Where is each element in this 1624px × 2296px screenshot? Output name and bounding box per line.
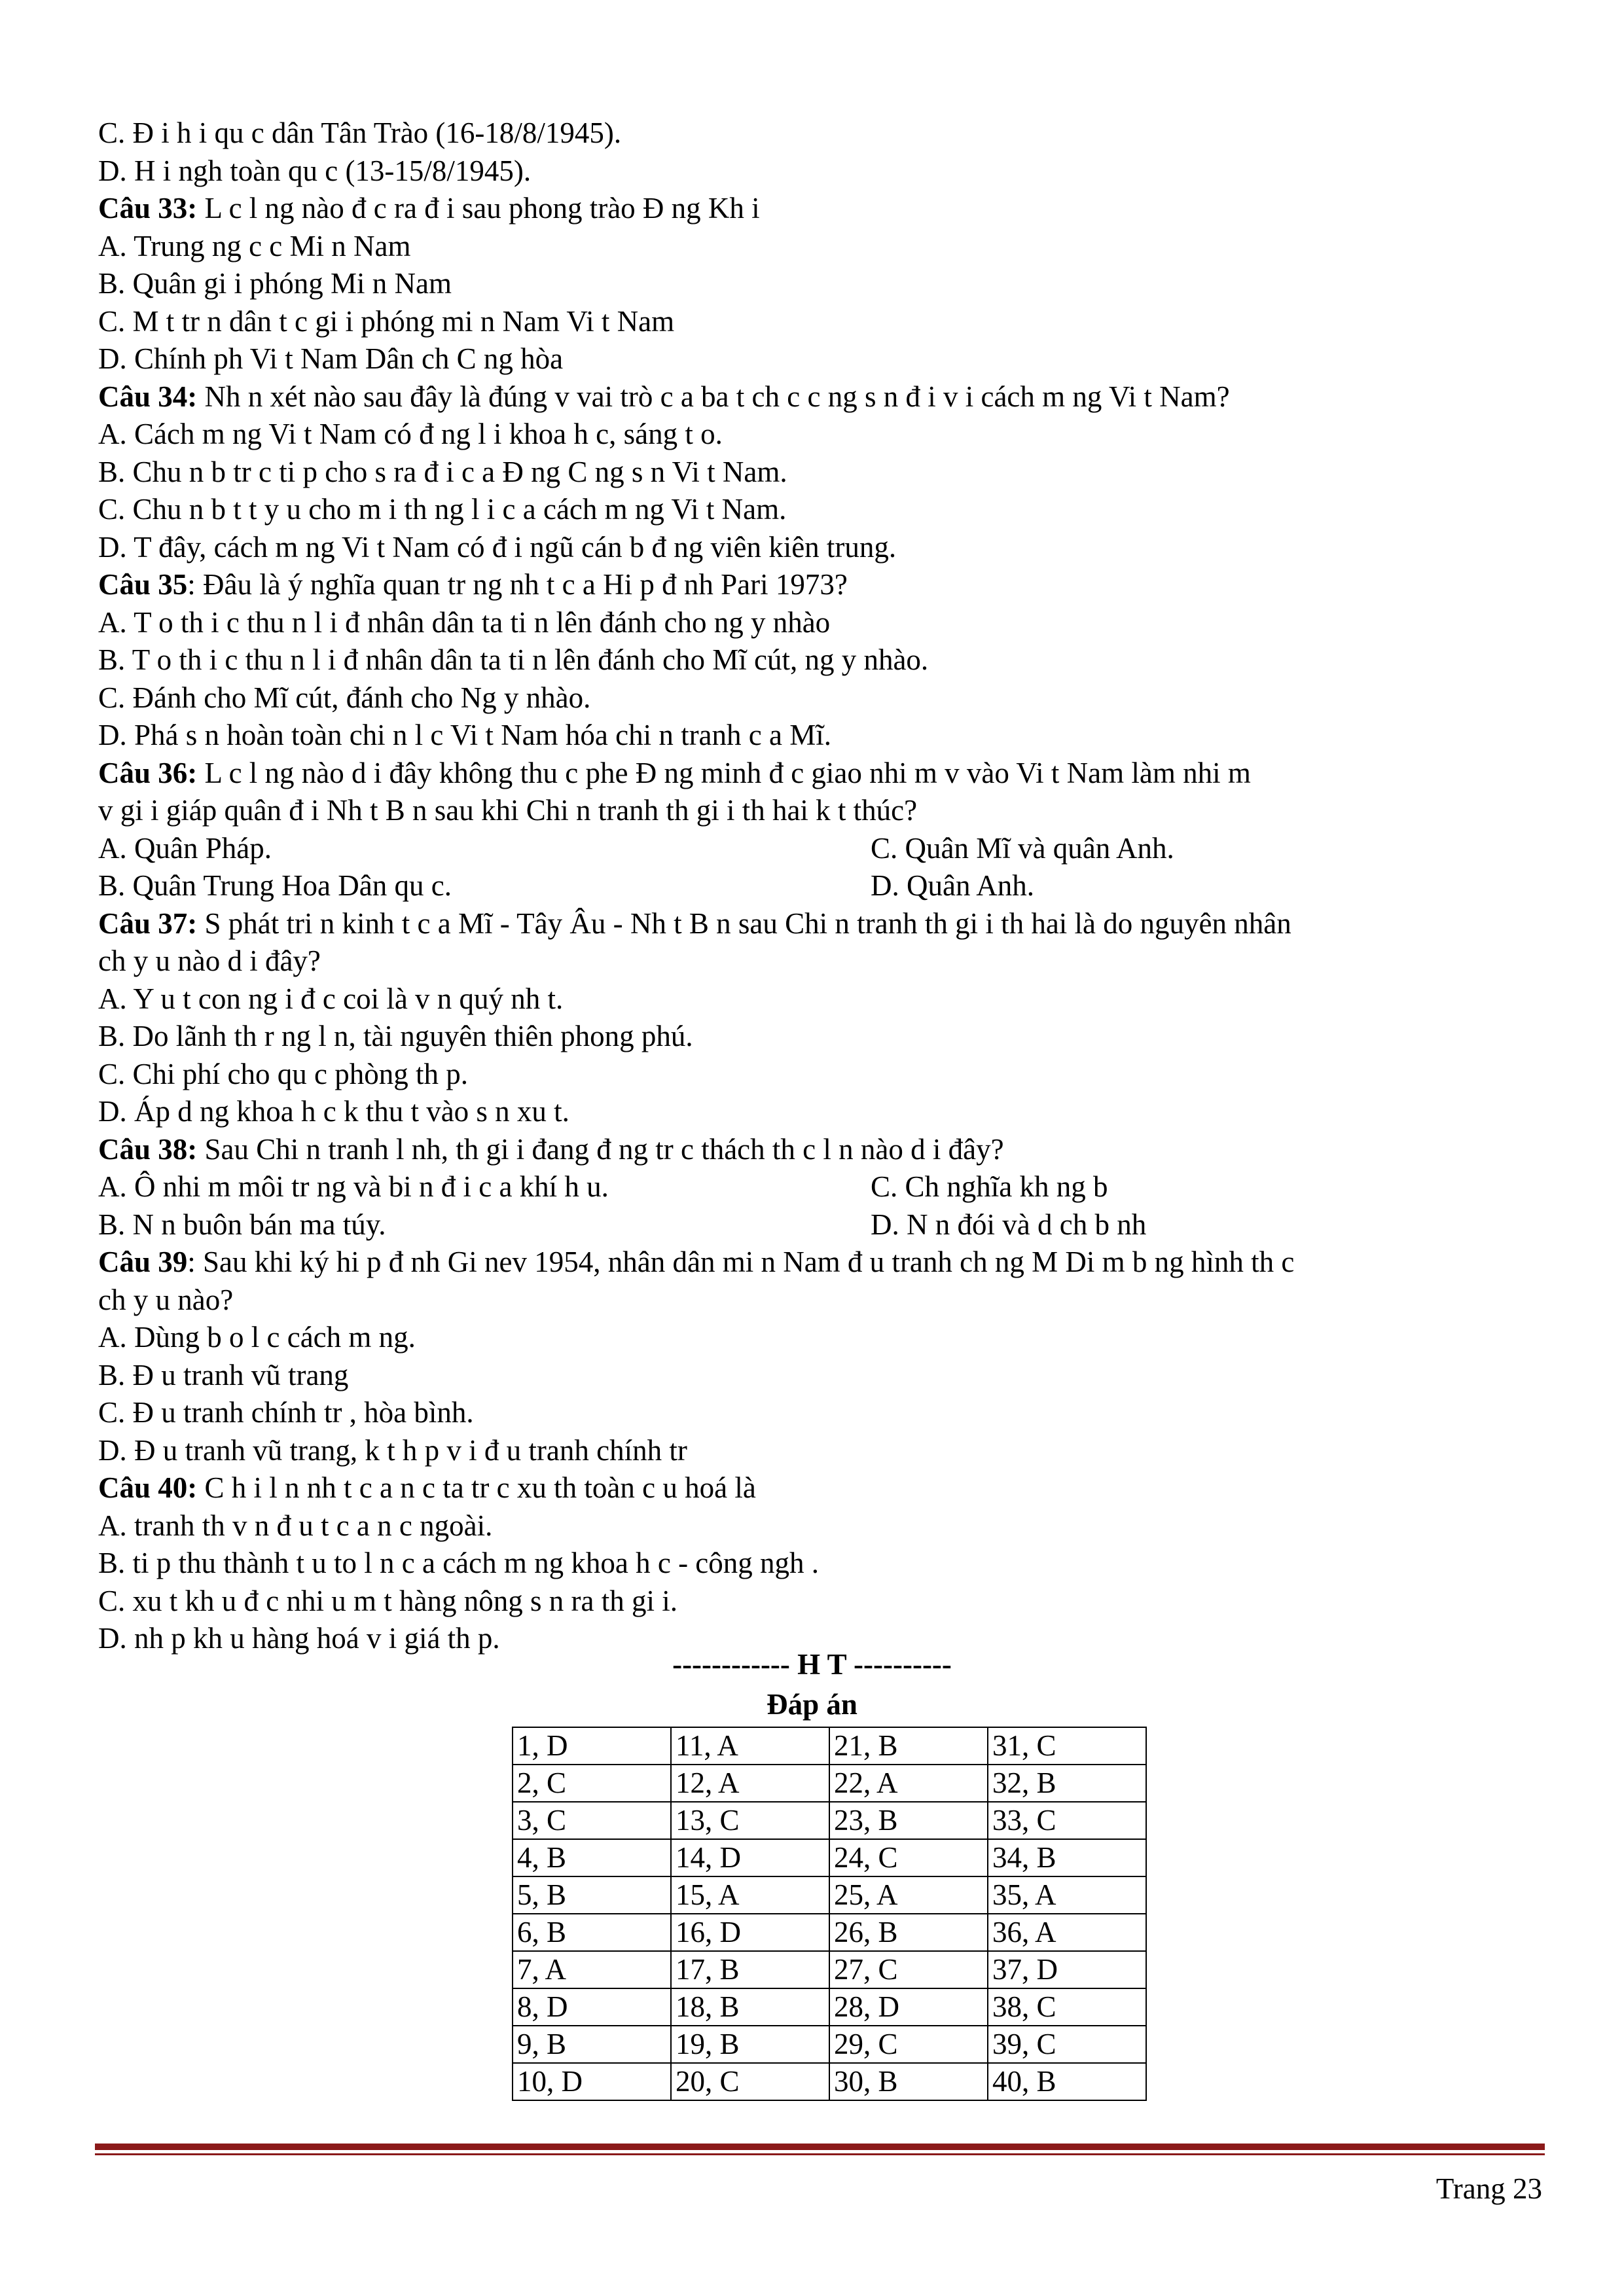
answer-cell: 3, C bbox=[513, 1802, 671, 1839]
option-line: A. Trung ng c c Mi n Nam bbox=[98, 229, 411, 262]
answer-cell: 31, C bbox=[988, 1727, 1146, 1765]
answer-cell: 36, A bbox=[988, 1914, 1146, 1951]
option-line: C. Chu n b t t y u cho m i th ng l i c a cách m ng Vi t Nam. bbox=[98, 493, 787, 526]
answer-key-title: Đáp án bbox=[767, 1688, 857, 1721]
option-d: D. N n đói và d ch b nh bbox=[871, 1208, 1147, 1241]
answer-cell: 28, D bbox=[829, 1988, 988, 2026]
question-label: Câu 38: bbox=[98, 1132, 198, 1166]
option-row bbox=[98, 1168, 1538, 1206]
answer-cell: 32, B bbox=[988, 1765, 1146, 1802]
answer-cell: 14, D bbox=[671, 1839, 829, 1876]
question-text-continued: ch y u nào d i đây? bbox=[98, 944, 321, 977]
answer-cell: 5, B bbox=[513, 1876, 671, 1914]
option-c: C. Ch nghĩa kh ng b bbox=[871, 1170, 1108, 1203]
answer-cell: 16, D bbox=[671, 1914, 829, 1951]
answer-cell: 7, A bbox=[513, 1951, 671, 1988]
question-text: : Đâu là ý nghĩa quan tr ng nh t c a Hi p đ nh Pari 1973? bbox=[187, 568, 848, 601]
table-row bbox=[513, 1876, 1146, 1914]
option-line: C. Đánh cho Mĩ cút, đánh cho Ng y nhào. bbox=[98, 681, 591, 714]
answer-cell: 24, C bbox=[829, 1839, 988, 1876]
question-label: Câu 33: bbox=[98, 192, 198, 224]
question-label: Câu 39 bbox=[98, 1246, 188, 1278]
question-35 bbox=[98, 566, 1538, 604]
table-row bbox=[513, 1914, 1146, 1951]
answer-cell: 35, A bbox=[988, 1876, 1146, 1914]
answer-cell: 33, C bbox=[988, 1802, 1146, 1839]
table-row bbox=[513, 1839, 1146, 1876]
option-line: D. Chính ph Vi t Nam Dân ch C ng hòa bbox=[98, 342, 564, 375]
option-line: C. Chi phí cho qu c phòng th p. bbox=[98, 1057, 468, 1090]
answer-cell: 23, B bbox=[829, 1802, 988, 1839]
option-line: D. Phá s n hoàn toàn chi n l c Vi t Nam hóa chi n tranh c a Mĩ. bbox=[98, 719, 831, 751]
option-line: D. Áp d ng khoa h c k thu t vào s n xu t. bbox=[98, 1095, 569, 1128]
option-line: B. Do lãnh th r ng l n, tài nguyên thiên phong phú. bbox=[98, 1020, 693, 1052]
option-a: A. Quân Pháp. bbox=[98, 831, 272, 865]
end-marker: ------------ H T ---------- bbox=[672, 1648, 952, 1681]
answer-key-table bbox=[512, 1727, 1147, 2101]
option-line: C. xu t kh u đ c nhi u m t hàng nông s n ra th gi i. bbox=[98, 1584, 677, 1617]
option-line: D. H i ngh toàn qu c (13-15/8/1945). bbox=[98, 154, 532, 187]
table-row bbox=[513, 1765, 1146, 1802]
option-d: D. Quân Anh. bbox=[871, 869, 1034, 902]
option-line: C. M t tr n dân t c gi i phóng mi n Nam Vi t Nam bbox=[98, 304, 675, 338]
question-label: Câu 37: bbox=[98, 906, 198, 940]
question-text: Nh n xét nào sau đây là đúng v vai trò c a ba t ch c c ng s n đ i v i cách m ng Vi t Nam? bbox=[197, 380, 1230, 413]
question-label: Câu 40: bbox=[98, 1471, 198, 1504]
answer-cell: 26, B bbox=[829, 1914, 988, 1951]
question-text: S phát tri n kinh t c a Mĩ - Tây Âu - Nh t B n sau Chi n tranh th gi i th hai là do nguyên nhân bbox=[197, 906, 1291, 940]
answer-cell: 9, B bbox=[513, 2026, 671, 2063]
option-row bbox=[98, 830, 1538, 868]
answer-cell: 39, C bbox=[988, 2026, 1146, 2063]
page-number: Trang 23 bbox=[1435, 2172, 1542, 2205]
answer-cell: 2, C bbox=[513, 1765, 671, 1802]
answer-cell: 34, B bbox=[988, 1839, 1146, 1876]
question-text: C h i l n nh t c a n c ta tr c xu th toàn c u hoá là bbox=[197, 1471, 756, 1504]
answer-cell: 12, A bbox=[671, 1765, 829, 1802]
option-line: A. T o th i c thu n l i đ nhân dân ta ti n lên đánh cho ng y nhào bbox=[98, 605, 831, 639]
option-b: B. Quân Trung Hoa Dân qu c. bbox=[98, 869, 452, 902]
option-b: B. N n buôn bán ma túy. bbox=[98, 1208, 386, 1241]
question-text: : Sau khi ký hi p đ nh Gi nev 1954, nhân dân mi n Nam đ u tranh ch ng M Di m b ng hình th c bbox=[187, 1246, 1295, 1278]
answer-key-body bbox=[513, 1727, 1146, 2100]
answer-cell: 10, D bbox=[513, 2063, 671, 2100]
question-33 bbox=[98, 190, 1538, 228]
option-line: D. nh p kh u hàng hoá v i giá th p. bbox=[98, 1622, 500, 1655]
option-line: A. Cách m ng Vi t Nam có đ ng l i khoa h c, sáng t o. bbox=[98, 418, 723, 450]
question-text: Sau Chi n tranh l nh, th gi i đang đ ng tr c thách th c l n nào d i đây? bbox=[197, 1132, 1004, 1166]
answer-cell: 17, B bbox=[671, 1951, 829, 1988]
question-text: L c l ng nào đ c ra đ i sau phong trào Đ ng Kh i bbox=[197, 192, 760, 224]
answer-cell: 19, B bbox=[671, 2026, 829, 2063]
option-line: A. tranh th v n đ u t c a n c ngoài. bbox=[98, 1509, 493, 1542]
table-row bbox=[513, 2026, 1146, 2063]
answer-cell: 21, B bbox=[829, 1727, 988, 1765]
answer-cell: 1, D bbox=[513, 1727, 671, 1765]
answer-cell: 20, C bbox=[671, 2063, 829, 2100]
answer-cell: 27, C bbox=[829, 1951, 988, 1988]
answer-cell: 25, A bbox=[829, 1876, 988, 1914]
question-label: Câu 34: bbox=[98, 380, 198, 413]
answer-cell: 22, A bbox=[829, 1765, 988, 1802]
answer-cell: 40, B bbox=[988, 2063, 1146, 2100]
table-row bbox=[513, 1727, 1146, 1765]
answer-cell: 6, B bbox=[513, 1914, 671, 1951]
answer-cell: 13, C bbox=[671, 1802, 829, 1839]
option-line: B. Chu n b tr c ti p cho s ra đ i c a Đ ng C ng s n Vi t Nam. bbox=[98, 455, 787, 488]
option-line: B. T o th i c thu n l i đ nhân dân ta ti n lên đánh cho Mĩ cút, ng y nhào. bbox=[98, 643, 929, 676]
table-row bbox=[513, 1802, 1146, 1839]
answer-cell: 18, B bbox=[671, 1988, 829, 2026]
option-line: D. Đ u tranh vũ trang, k t h p v i đ u tranh chính tr bbox=[98, 1433, 687, 1467]
answer-cell: 15, A bbox=[671, 1876, 829, 1914]
answer-cell: 29, C bbox=[829, 2026, 988, 2063]
option-row bbox=[98, 1206, 1538, 1244]
question-label: Câu 35 bbox=[98, 568, 188, 601]
answer-cell: 4, B bbox=[513, 1839, 671, 1876]
option-line: B. Đ u tranh vũ trang bbox=[98, 1358, 349, 1391]
question-40 bbox=[98, 1469, 1538, 1507]
answer-cell: 37, D bbox=[988, 1951, 1146, 1988]
option-c: C. Quân Mĩ và quân Anh. bbox=[871, 831, 1174, 865]
option-line: A. Dùng b o l c cách m ng. bbox=[98, 1321, 416, 1354]
question-34 bbox=[98, 378, 1538, 416]
option-row bbox=[98, 867, 1538, 905]
option-line: D. T đây, cách m ng Vi t Nam có đ i ngũ cán b đ ng viên kiên trung. bbox=[98, 530, 897, 564]
footer-rule bbox=[95, 2144, 1545, 2150]
table-row bbox=[513, 1988, 1146, 2026]
question-36 bbox=[98, 755, 1538, 793]
question-label: Câu 36: bbox=[98, 756, 198, 789]
option-line: B. Quân gi i phóng Mi n Nam bbox=[98, 267, 452, 300]
answer-cell: 8, D bbox=[513, 1988, 671, 2026]
answer-cell: 11, A bbox=[671, 1727, 829, 1765]
answer-cell: 30, B bbox=[829, 2063, 988, 2100]
option-line: C. Đ i h i qu c dân Tân Trào (16-18/8/1945). bbox=[98, 117, 622, 149]
option-line: B. ti p thu thành t u to l n c a cách m ng khoa h c - công ngh . bbox=[98, 1547, 820, 1579]
table-row bbox=[513, 2063, 1146, 2100]
questions-block bbox=[98, 115, 1538, 1658]
table-row bbox=[513, 1951, 1146, 1988]
question-text-continued: ch y u nào? bbox=[98, 1283, 234, 1316]
question-text-continued: v gi i giáp quân đ i Nh t B n sau khi Chi n tranh th gi i th hai k t thúc? bbox=[98, 794, 918, 827]
question-39 bbox=[98, 1244, 1538, 1282]
option-a: A. Ô nhi m môi tr ng và bi n đ i c a khí h u. bbox=[98, 1170, 609, 1203]
question-text: L c l ng nào d i đây không thu c phe Đ ng minh đ c giao nhi m v vào Vi t Nam làm nhi m bbox=[197, 756, 1251, 789]
option-line: C. Đ u tranh chính tr , hòa bình. bbox=[98, 1396, 474, 1429]
footer-rule-thin bbox=[95, 2153, 1545, 2155]
question-38 bbox=[98, 1131, 1538, 1169]
answer-cell: 38, C bbox=[988, 1988, 1146, 2026]
question-37 bbox=[98, 905, 1538, 943]
option-line: A. Y u t con ng i đ c coi là v n quý nh t. bbox=[98, 982, 564, 1015]
